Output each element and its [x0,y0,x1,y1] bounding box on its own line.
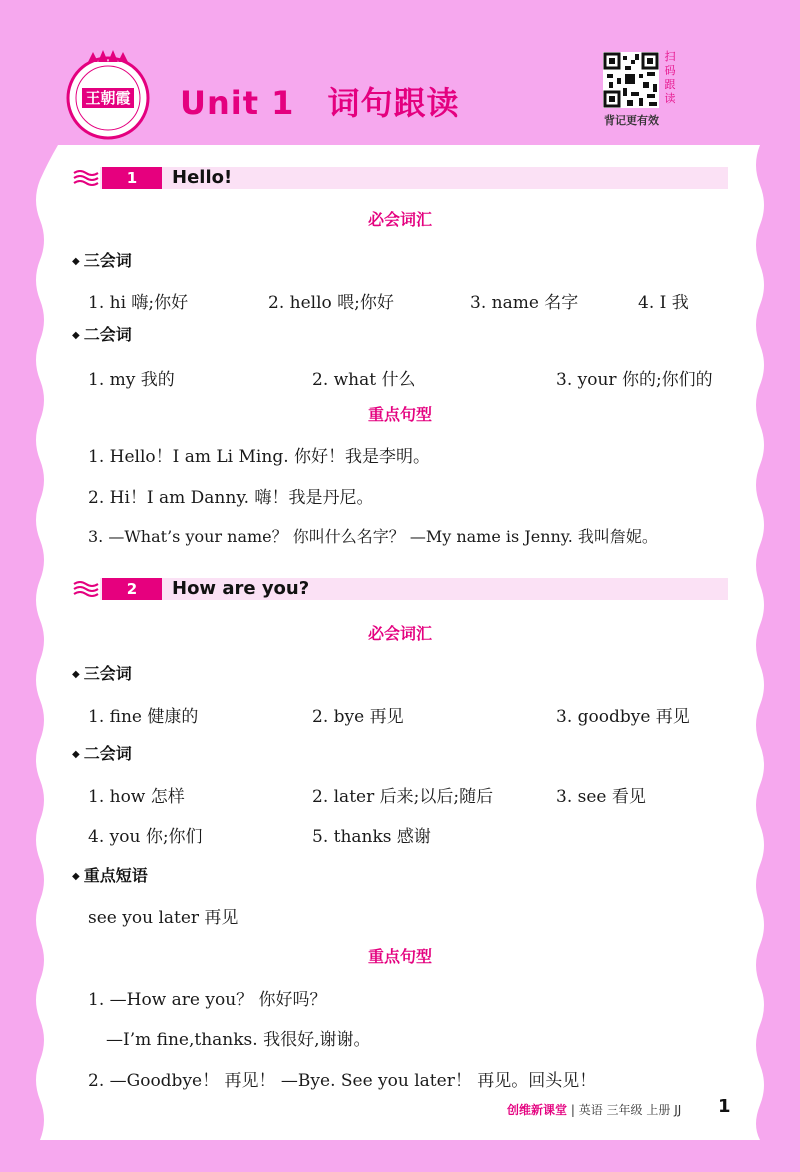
word-item: 1. my 我的 [88,370,175,390]
logo-text: 王朝霞 [85,89,131,107]
sentence-item: 1. Hello！I am Li Ming. 你好！我是李明。 [88,447,431,467]
vocab-heading: 必会词汇 [367,210,432,229]
word-item: 1. fine 健康的 [88,707,199,727]
page-number: 1 [718,1096,731,1117]
category-three-words: ◆ 三会词 [72,664,132,683]
phrase-item: see you later 再见 [88,908,239,928]
category-two-words: ◆ 二会词 [72,744,132,763]
diamond-icon: ◆ [72,669,80,680]
lesson-number: 1 [102,167,162,189]
lesson-2-bar [72,578,728,600]
word-item: 2. hello 喂;你好 [268,293,394,313]
word-item: 2. bye 再见 [312,707,404,727]
word-item: 5. thanks 感谢 [312,827,431,847]
diamond-icon: ◆ [72,256,80,267]
diamond-icon: ◆ [72,871,80,882]
sentence-item: 2. Hi！I am Danny. 嗨！我是丹尼。 [88,488,374,508]
sentence-item: 2. —Goodbye！ 再见！ —Bye. See you later！ 再见。回头见！ [88,1071,597,1091]
word-item: 4. you 你;你们 [88,827,203,847]
sentence-heading: 重点句型 [367,947,432,966]
sentence-item: 3. —What’s your name？ 你叫什么名字？ —My name is Jenny. 我叫詹妮。 [88,527,658,546]
qr-side-label: 扫 码 跟 读 [664,50,676,105]
footer-series: 创维新课堂 | 英语 三年级 上册 JJ [507,1103,682,1117]
word-item: 1. how 怎样 [88,787,185,807]
word-item: 4. I 我 [638,293,689,313]
qr-note: 背记更有效 [604,114,659,127]
word-item: 2. later 后来;以后;随后 [312,787,494,807]
category-key-phrases: ◆ 重点短语 [72,866,148,885]
lesson-1-bar [72,167,728,189]
diamond-icon: ◆ [72,330,80,341]
stripes-icon [72,167,100,189]
lesson-title: How are you? [172,578,310,599]
lesson-number: 2 [102,578,162,600]
sentence-item: 1. —How are you？ 你好吗？ [88,990,327,1010]
category-two-words: ◆ 二会词 [72,325,132,344]
sentence-heading: 重点句型 [367,405,432,424]
sentence-item: —I’m fine,thanks. 我很好,谢谢。 [106,1030,371,1050]
word-item: 1. hi 嗨;你好 [88,293,189,313]
stripes-icon [72,578,100,600]
unit-title: Unit 1 词句跟读 [180,84,460,122]
vocab-heading: 必会词汇 [367,624,432,643]
word-item: 3. see 看见 [556,787,646,807]
word-item: 3. goodbye 再见 [556,707,690,727]
category-three-words: ◆ 三会词 [72,251,132,270]
word-item: 2. what 什么 [312,370,416,390]
word-item: 3. name 名字 [470,293,579,313]
diamond-icon: ◆ [72,749,80,760]
word-item: 3. your 你的;你们的 [556,370,713,390]
lesson-title: Hello! [172,167,233,188]
